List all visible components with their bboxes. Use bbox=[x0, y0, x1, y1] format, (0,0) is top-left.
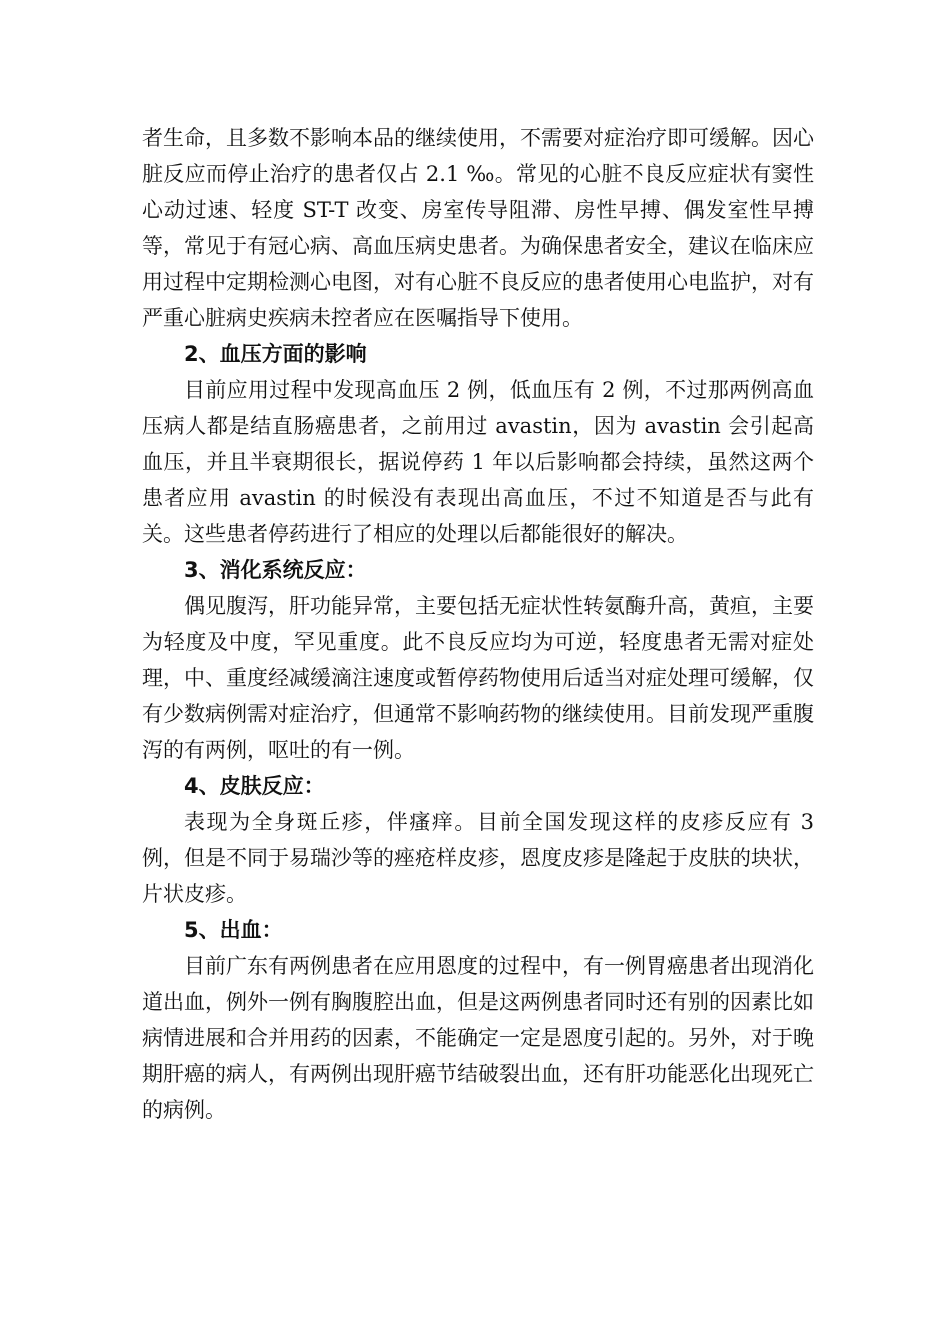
section-paragraph-bleeding: 目前广东有两例患者在应用恩度的过程中，有一例胃癌患者出现消化道出血，例外一例有胸腹腔出血，但是这两例患者同时还有别的因素比如病情进展和合并用药的因素，不能确定一定是恩度引起的。另外，对于晚期肝癌的病人，有两例出现肝癌节结破裂出血，还有肝功能恶化出现死亡的病例。 bbox=[142, 954, 814, 1122]
intro-paragraph: 者生命，且多数不影响本品的继续使用，不需要对症治疗即可缓解。因心脏反应而停止治疗的患者仅占 2.1 ‰。常见的心脏不良反应症状有窦性心动过速、轻度 ST-T 改变、房室传导阻滞、房性早搏、偶发室性早搏等，常见于有冠心病、高血压病史患者。为确保患者安全，建议在临床应用过程中定期检测心电图，对有心脏不良反应的患者使用心电监护，对有严重心脏病史疾病未控者应在医嘱指导下使用。 bbox=[142, 126, 814, 330]
document-page bbox=[142, 120, 814, 1128]
section-heading-skin: 4、皮肤反应： bbox=[184, 774, 325, 798]
section-paragraph-blood-pressure: 目前应用过程中发现高血压 2 例，低血压有 2 例，不过那两例高血压病人都是结直肠癌患者，之前用过 avastin，因为 avastin 会引起高血压，并且半衰期很长，据说停药 1 年以后影响都会持续，虽然这两个患者应用 avastin 的时候没有表现出高血压，不过不知道是否与此有关。这些患者停药进行了相应的处理以后都能很好的解决。 bbox=[142, 378, 814, 546]
section-heading-digestive: 3、消化系统反应： bbox=[184, 558, 367, 582]
section-paragraph-skin: 表现为全身斑丘疹，伴瘙痒。目前全国发现这样的皮疹反应有 3 例，但是不同于易瑞沙等的痤疮样皮疹，恩度皮疹是隆起于皮肤的块状，片状皮疹。 bbox=[142, 810, 814, 906]
section-heading-bleeding: 5、出血： bbox=[184, 918, 283, 942]
section-heading-blood-pressure: 2、血压方面的影响 bbox=[184, 342, 367, 366]
section-paragraph-digestive: 偶见腹泻，肝功能异常，主要包括无症状性转氨酶升高，黄疸，主要为轻度及中度，罕见重度。此不良反应均为可逆，轻度患者无需对症处理，中、重度经减缓滴注速度或暂停药物使用后适当对症处理可缓解，仅有少数病例需对症治疗，但通常不影响药物的继续使用。目前发现严重腹泻的有两例，呕吐的有一例。 bbox=[142, 594, 814, 762]
